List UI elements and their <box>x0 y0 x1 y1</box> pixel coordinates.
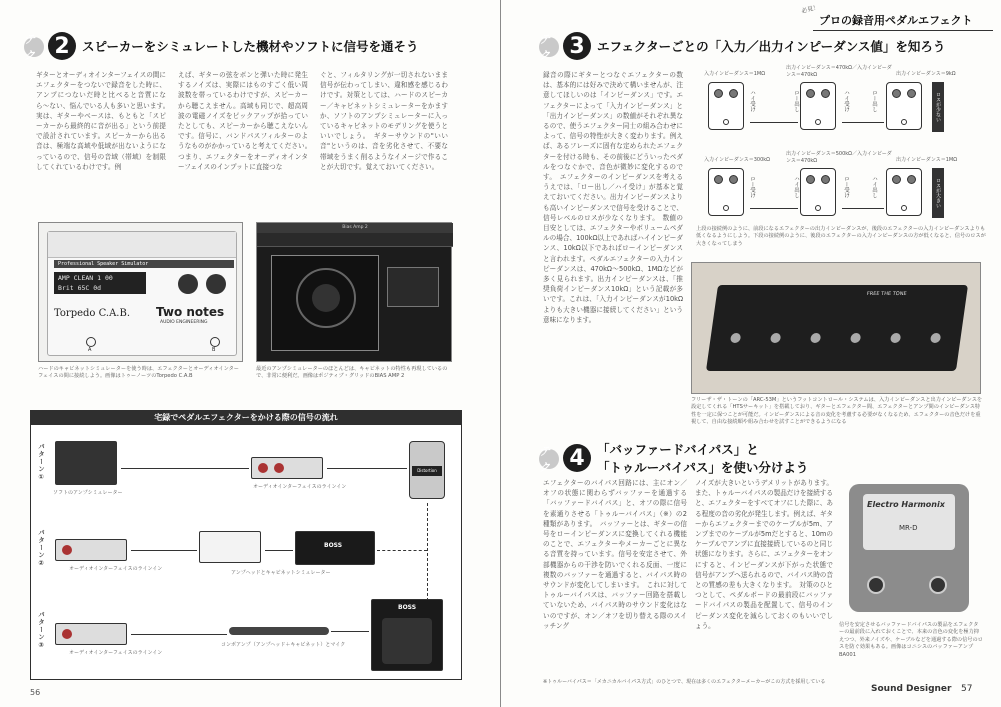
amp-head-icon: BOSS <box>295 531 375 565</box>
device-model-strip: Professional Speaker Simulator <box>54 260 234 268</box>
section3-title: エフェクターごとの「入力／出力インピーダンス値」を知ろう <box>597 39 946 54</box>
buffer-caption: 信号を安定させるバッファードバイパスの製品をエフェクターの最前段に入れておくことで、本来の音色の変化を極力抑えつつ、外来ノイズや、ケーブルなどを通過する際の信号のロスを防ぐ効果もある。画像はコニシスのバッファーアンプBA001 <box>839 622 983 658</box>
teku-badge: テク <box>539 447 569 469</box>
header-title: プロの録音用ペダルエフェクト <box>819 14 973 27</box>
pedal-icon <box>886 82 922 130</box>
torpedo-brand: Torpedo C.A.B. <box>54 308 131 319</box>
audio-interface-icon <box>251 457 323 479</box>
section-number: 2 <box>48 32 76 60</box>
s3-body-col: 録音の際にギターとつなぐエフェクターの数は、基本的には好みで決めて構いませんが、注意してほしいのは「インピーダンス」です。エフェクターによって「入力インピーダンス」と「出力インピーダンス」の数値がそれぞれ異なるので、使うエフェクター同士の組み合わせによって、信号の特性が大きく変わります。例えば、あるフレーズに固有な定められたエフェクターを付ける時も、その前後にどういったペダルをつなぐかで、音色が微妙に変化するのです。 エフェクターのインピーダンスを考えるうえでは、「ロー出し／ハイ受け」が基本と覚えておいてください。出力インピーダンスよりも高いインピーダンスで信号を受けることで、信号レベルのロスが少なくなります。 数値の目安としては、エフェクターやボリュームペダルの場合、100kΩ以上であればハイインピーダンス、10kΩ以下であればローインピーダンスと言われます。ペダルエフェクターの入力インピーダンスは、470kΩ〜500kΩ、1MΩなどが多く見られます。出力インピーダンスは、「推奨負荷インピーダンス10kΩ」という記載が多いです。これは、「入力インピーダンスが10kΩよりも大きい機器に接続してください」という意味になります。 <box>543 71 683 324</box>
arrow <box>331 631 369 632</box>
caption-bias: 最近のアンプシミュレーターのほとんどは、キャビネットの特性も再現しているので、非常に便利だ。画像はポジティブ・グリッドのBIAS AMP 2 <box>256 366 448 380</box>
arrow <box>377 550 427 551</box>
jack-icon <box>86 337 96 347</box>
s4-body-col-1: エフェクターのバイパス回路には、主にオン／オフの状態に関わらずバッファーを通過する「バッファードバイパス」と、オフの際に信号を素通りさせる「トゥルーバイパス」（※）の2種類があります。 バッファーとは、ギターの信号をローインピーダンスに変換してくれる機能のことで、エフェクターやメーカーごとに異なる音質を持っています。信号を安定させて、外部機器からの干渉を防いでくれる反面、一度に複数のバッファーを通過すると、バイパス時のサウンドが変化してしまいます。 これに対してトゥルーバイパスは、バッファー回路を搭載していないため、バイパス時のサウンド変化はないのですが、オン／オフを切り替える際のスイッチング <box>543 479 687 630</box>
arrow <box>265 550 293 551</box>
arrow-left <box>842 208 884 209</box>
iface2-label: オーディオインターフェイスのラインイン <box>69 566 163 572</box>
distortion-pedal-icon: Distortion <box>409 441 445 499</box>
section3-heading <box>539 32 945 60</box>
pedal-icon <box>800 82 836 130</box>
pedal-icon <box>886 168 922 216</box>
arrow-left <box>750 208 798 209</box>
flow-title: 宅録でペダルエフェクターをかける際の信号の流れ <box>31 411 461 425</box>
arrow <box>327 468 407 469</box>
torpedo-photo <box>38 222 243 362</box>
body-col-3: ぐと、フィルタリングが一切されないまま信号が伝わってしまい、違和感を感じるわけです。対策としては、ハードのスピーカー／キャビネットシミュレーターをかますか、ソフトのアンプシミュレーターに入っているキャビネットのモデリングを使うといいでしょう。 ギターサウンドの"いい音"というのは、音を劣化させて、不要な帯域をうまく削るようなイメージで作ることが大切です。覚えておいてください。 <box>320 71 448 171</box>
caption-torpedo: ハードのキャビネットシミュレーターを使う時は、エフェクターとオーディオインターフェイスの間に接続しよう。画像はトゥーノーツのTorpedo C.A.B <box>38 366 239 380</box>
pattern-3-label: パターン③ <box>37 611 45 650</box>
impedance-diagram: 入力インピーダンス＝1MΩ 出力インピーダンス＝470kΩ／入力インピーダンス＝470kΩ 出力インピーダンス＝9kΩ ハイ受け ロー出し ハイ受け ロー出し ロスが少ない 入力インピーダンス＝300kΩ 出力インピーダンス＝500kΩ／入力インピーダンス＝470kΩ 出力インピーダンス＝1MΩ ロー受け ハイ出し ロー受け ハイ出し ロスが大きい 上段の接続例のように、前段になるエフェクターの出力インピーダンスが、後段のエフェクターの入力インピーダンスよりも低くなるようにしよう。下段の接続例のように、後段のエフェクターの入力インピーダンスの方が低くなると、信号のロスが大きくなってしまう <box>696 64 986 256</box>
app-titlebar: Bias Amp 2 <box>257 223 453 233</box>
arrow <box>131 634 227 635</box>
pedal-icon <box>708 82 744 130</box>
section4-heading <box>539 440 808 476</box>
footnote: ※トゥルーバイパス＝「メカニカルバイパス方式」のひとつで、現在は多くのエフェクターメーカーがこの方式を採用している <box>543 679 826 685</box>
pattern-2-label: パターン② <box>37 529 45 568</box>
teku-badge: テク <box>24 35 54 57</box>
pedal-icon <box>800 168 836 216</box>
microphone-icon <box>229 627 329 635</box>
knob-icon <box>178 274 198 294</box>
knob-icon <box>206 274 226 294</box>
combo-label: コンボアンプ（アンプヘッド＋キャビネット）とマイク <box>221 642 346 648</box>
buffer-photo <box>839 478 979 618</box>
s4-body-col-2: ノイズが大きいというデメリットがあります。また、トゥルーバイパスの製品だけを接続すると、エフェクターをすべてオフにした際に、ある程度の音の劣化が発生します。例えば、ギターからエフェクターまでのケーブルが5m、アンプまでのケーブルが5mだとすると、10mのケーブルでアンプに直接接続しているのと同じ状態になります。さらに、エフェクターをオンにすると、インピーダンスが下がった状態で信号がアンプへ送られるので、バイパス時の音との質感の差も大きくなります。 対策のひとつとして、ペダルボードの最前段にバッファードバイパスの製品を配置して、信号のインピーダンス変化を減らしておくのもいいでしょう。 <box>695 479 833 630</box>
jack-icon <box>929 576 947 594</box>
jack-icon <box>210 337 220 347</box>
twonotes-sub: AUDIO ENGINEERING <box>160 320 208 325</box>
amphead-label: アンプヘッドとキャビネットシミュレーター <box>231 570 331 576</box>
header-kicker: 必見！ <box>800 3 820 16</box>
iface1-label: オーディオインターフェイスのラインイン <box>253 484 347 490</box>
iface3-label: オーディオインターフェイスのラインイン <box>69 650 163 656</box>
cabinet-view <box>271 255 379 351</box>
arrow <box>121 468 249 469</box>
left-page <box>0 0 500 707</box>
section4-title: 「バッファードバイパス」と 「トゥルーバイパス」を使い分けよう <box>597 442 809 475</box>
jack-icon <box>867 576 885 594</box>
lcd-screen: AMP CLEAN 1 00 Brit 65C 0d <box>54 272 146 294</box>
torpedo-mini-icon <box>199 531 261 563</box>
arrow-left <box>750 122 798 123</box>
switcher-caption: フリーザ・ザ・トーンの「ARC-53M」というフットコントロール・システムは、入力インピーダンスと出力インピーダンスを設定してくれる「HTSサーキット」を搭載しており、ギターとエフェクター間、エフェクターとアンプ間のインピーダンス特性を一定に保つことが可能だ。インピーダンスによる音の変化を考慮する必要がなくなるため、エフェクターの音色だけを重視して、自由な接続順や組み合わせを試すことができるようになる <box>691 397 983 426</box>
arrow-left <box>842 122 884 123</box>
jack-b-label: B <box>212 347 216 353</box>
pedal-icon <box>708 168 744 216</box>
teku-badge: テク <box>539 35 569 57</box>
bias-amp-screenshot <box>256 222 452 362</box>
side-badge-high-loss: ロスが大きい <box>932 168 944 218</box>
diagram-caption: 上段の接続例のように、前段になるエフェクターの出力インピーダンスが、後段のエフェクターの入力インピーダンスよりも低くなるようにしよう。下段の接続例のように、後段のエフェクターの入力インピーダンスの方が低くなると、信号のロスが大きくなってしまう <box>696 226 986 247</box>
section2-heading <box>24 32 419 60</box>
magazine-name: Sound Designer <box>871 684 952 694</box>
section-number: 3 <box>563 32 591 60</box>
page-number-left: 56 <box>30 688 41 697</box>
side-badge-low-loss: ロスが少ない <box>932 82 944 132</box>
right-page <box>501 0 1001 707</box>
audio-interface-icon <box>55 539 127 561</box>
softamp-label: ソフトのアンプシミュレーター <box>53 490 123 496</box>
torpedo-device <box>47 231 237 356</box>
pattern-1-label: パターン① <box>37 443 45 482</box>
switcher-device: FREE THE TONE <box>706 285 968 371</box>
audio-interface-icon <box>55 623 127 645</box>
jack-a-label: A <box>88 347 92 353</box>
arrow <box>131 550 197 551</box>
mic-panel <box>387 267 439 307</box>
twonotes-logo: Two notes <box>156 305 225 319</box>
buffer-device: Electro Harmonix MR-D <box>849 484 969 612</box>
body-col-1: ギターとオーディオインターフェイスの間にエフェクターをつないで録音をした時に、アンプにつないだ時と比べると音質になら〜ない、悩んでいる人も多いと思います。 実は、ギターやベースは、もともと「スピーカーから最終的に音が出る」という前提で設計されています。スピーカーから出る音は、極端な高域や低域が出ないようになっているので、信号の音域（帯域）を制限してくれているわけです。例 <box>36 71 173 171</box>
combo-amp-icon: BOSS <box>371 599 443 671</box>
body-col-2: えば、ギターの弦をボンと弾いた時に発生するノイズは、実際にはものすごく低い周波数を帯っているわけですが、スピーカーから聴こえません。高域も同じで、超高周波の電磁ノイズをピックアップが拾っていたとしても、スピーカーから聴こえないんです。信号に、バンドパスフィルターのようなものがかかっていると考えてください。 つまり、エフェクターをオーディオインターフェイスのインプットに直接つな <box>178 71 315 171</box>
page-number-right: 57 <box>961 684 973 694</box>
signal-flow-box <box>30 410 462 680</box>
section2-title: スピーカーをシミュレートした機材やソフトに信号を通そう <box>82 39 419 54</box>
laptop-icon <box>55 441 117 485</box>
switcher-photo <box>691 262 981 394</box>
section-number: 4 <box>563 444 591 472</box>
